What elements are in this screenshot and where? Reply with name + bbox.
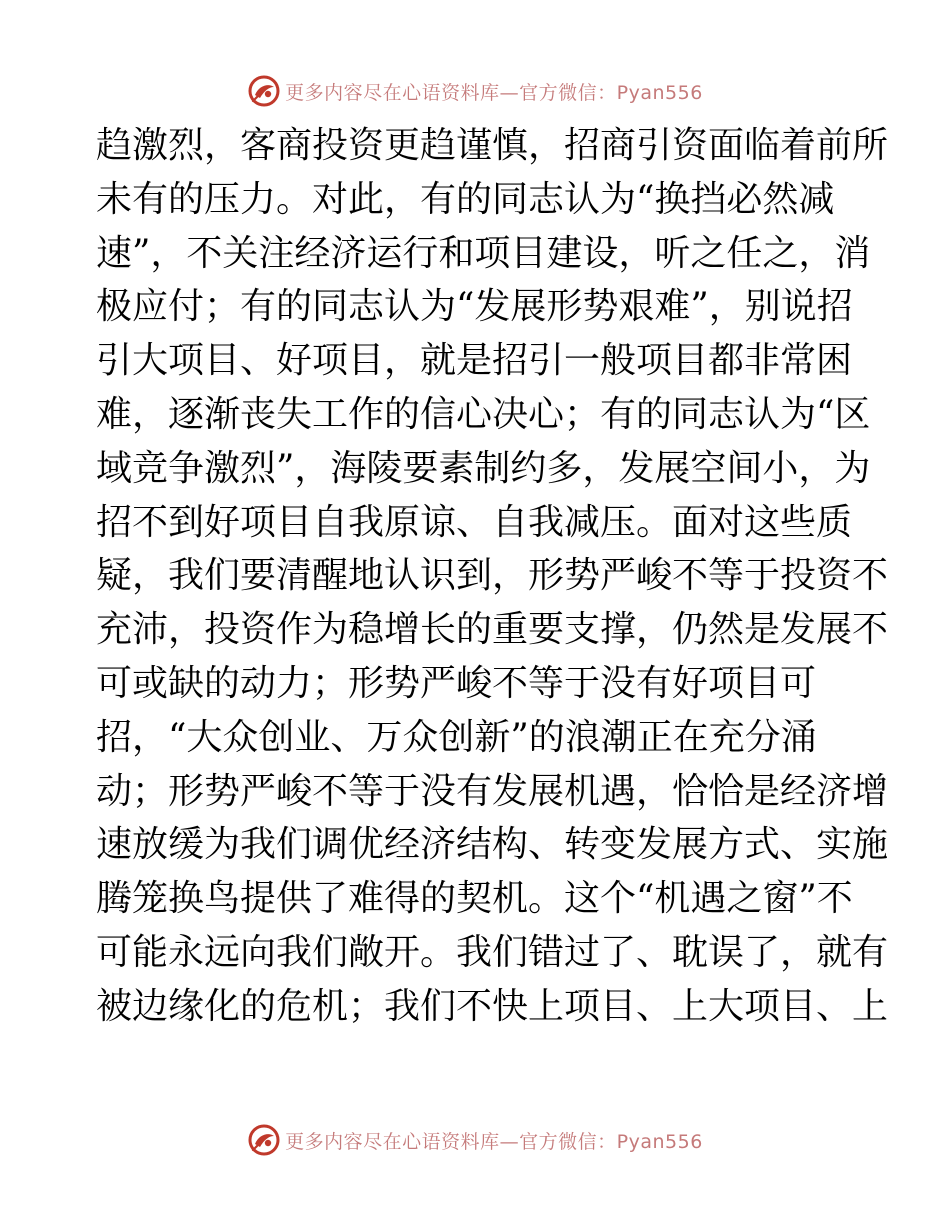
brand-logo-icon — [247, 1123, 281, 1157]
text-line: 可或缺的动力；形势严峻不等于没有好项目可 — [96, 662, 817, 704]
text-line: 极应付；有的同志认为“发展形势艰难”，别说招 — [96, 286, 853, 328]
watermark-site-text: 更多内容尽在心语资料库—官方微信： — [285, 1130, 617, 1153]
text-line: 腾笼换鸟提供了难得的契机。这个“机遇之窗”不 — [96, 878, 853, 920]
text-line: 速”，不关注经济运行和项目建设，听之任之，消 — [96, 232, 871, 274]
watermark-text — [285, 1127, 703, 1154]
text-line: 招，“大众创业、万众创新”的浪潮正在充分涌 — [96, 716, 817, 758]
text-line: 可能永远向我们敞开。我们错过了、耽误了，就有 — [96, 931, 889, 973]
text-line: 难，逐渐丧失工作的信心决心；有的同志认为“区 — [96, 393, 871, 435]
text-line: 被边缘化的危机；我们不快上项目、上大项目、上 — [96, 985, 889, 1027]
header-watermark — [0, 71, 950, 111]
text-line: 速放缓为我们调优经济结构、转变发展方式、实施 — [96, 824, 889, 866]
watermark-site-text: 更多内容尽在心语资料库—官方微信： — [285, 81, 617, 104]
text-line: 招不到好项目自我原谅、自我减压。面对这些质 — [96, 501, 853, 543]
text-line: 动；形势严峻不等于没有发展机遇，恰恰是经济增 — [96, 770, 889, 812]
watermark-wechat-id: Pyan556 — [616, 1130, 703, 1153]
text-line: 域竞争激烈”，海陵要素制约多，发展空间小，为 — [96, 447, 871, 489]
brand-logo-icon — [247, 74, 281, 108]
watermark-text — [285, 78, 703, 105]
text-line: 疑，我们要清醒地认识到，形势严峻不等于投资不 — [96, 555, 889, 597]
watermark-wechat-id: Pyan556 — [616, 81, 703, 104]
footer-watermark — [0, 1120, 950, 1160]
document-body — [96, 119, 889, 1034]
text-line: 引大项目、好项目，就是招引一般项目都非常困 — [96, 340, 853, 382]
text-line: 趋激烈，客商投资更趋谨慎，招商引资面临着前所 — [96, 125, 889, 166]
text-line: 未有的压力。对此，有的同志认为“换挡必然减 — [96, 178, 835, 220]
text-line: 充沛，投资作为稳增长的重要支撑，仍然是发展不 — [96, 609, 889, 651]
